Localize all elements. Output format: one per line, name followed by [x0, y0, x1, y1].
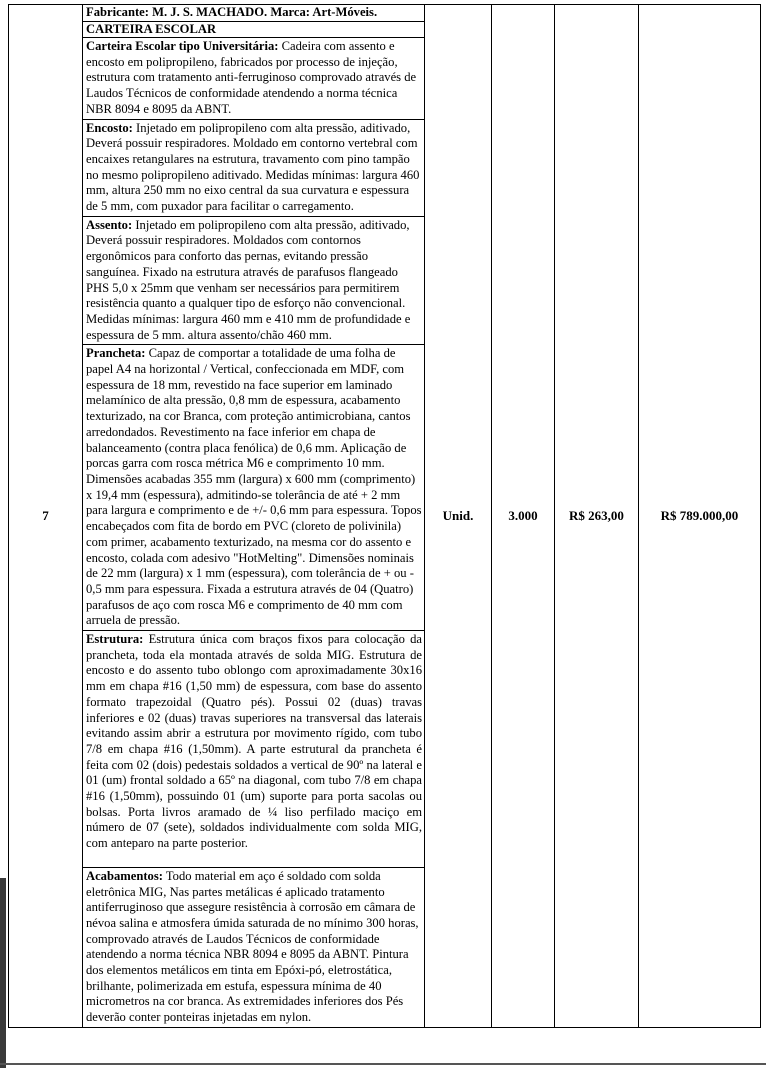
section-text: Injetado em polipropileno com alta pressão, aditivado, Deverá possuir respiradores. Moldados com contornos ergonômicos para conforto das pernas, evitando pressão sanguínea. Fixado na estrutura através de parafusos flangeado PHS 5,0 x 25mm que venham ser necessários para permitirem resistência quanto a qualquer tipo de esforço não convencional. Medidas mínimas: largura 460 mm e 410 mm de profundidade e espessura de 5 mm. altura assento/chão 460 mm.: [86, 217, 411, 342]
section-prancheta: [83, 345, 424, 631]
section-assento: [83, 217, 424, 346]
total-price-cell: R$ 789.000,00: [639, 5, 761, 1028]
section-acabamentos: [83, 868, 424, 1027]
section-text: Todo material em aço é soldado com solda eletrônica MIG, Nas partes metálicas é aplicado tratamento antiferruginoso que assegure resistência à corrosão em câmara de névoa salina e atmosfera úmida saturada de no mínimo 300 horas, comprovado através de Laudos Técnicos de conformidade atendendo a norma técnica NBR 8094 e 8095 da ABNT. Pintura dos elementos metálicos em tinta em Epóxi-pó, eletrostática, brilhante, polimerizada em estufa, espessura mínima de 40 micrometros na cor branca. As extremidades inferiores dos Pés deverão conter ponteiras injetadas em nylon.: [86, 868, 419, 1025]
section-text: Capaz de comportar a totalidade de uma folha de papel A4 na horizontal / Vertical, confeccionada em MDF, com espessura de 18 mm, revestido na face superior em laminado melamínico de alta pressão, 0,8 mm de espessura, acabamento texturizado, na cor Branca, com proteção antimicrobiana, cantos arredondados. Revestimento na face inferior em chapa de balanceamento (contra placa fenólica) de 0,6 mm. Aplicação de porcas garra com rosca métrica M6 e comprimento 10 mm. Dimensões acabadas 355 mm (largura) x 600 mm (comprimento) x 19,4 mm (espessura), admitindo-se tolerância de até + 2 mm para largura e comprimento e de +/- 0,6 mm para espessura. Topos encabeçados com fita de bordo em PVC (cloreto de polivinila) com primer, acabamento texturizado, na mesma cor do assento e encosto, colada com adesivo "HotMelting". Dimensões nominais de 22 mm (largura) x 1 mm (espessura), com tolerância de + ou - 0,5 mm para espessura. Fixada a estrutura através de 04 (Quatro) parafusos de aço com rosca M6 e comprimento de 40 mm com arruela de pressão.: [86, 346, 422, 628]
description-cell: [83, 5, 425, 1028]
section-title: Assento:: [86, 217, 133, 232]
specification-table: [8, 4, 761, 1028]
section-title: Encosto:: [86, 120, 133, 135]
left-edge-mark: [0, 878, 6, 1068]
section-title: Acabamentos:: [86, 868, 163, 883]
manufacturer-line: Fabricante: M. J. S. MACHADO. Marca: Art-Móveis.: [83, 5, 424, 22]
page-bottom-divider: [0, 1063, 766, 1065]
table-row: [9, 5, 761, 1028]
section-title: Prancheta:: [86, 346, 146, 361]
section-text: Injetado em polipropileno com alta pressão, aditivado, Deverá possuir respiradores. Moldado em contorno vertebral com encaixes retangulares na estrutura, travamento com pino tampão no mesmo polipropileno aditivado. Medidas mínimas: largura 460 mm, altura 250 mm no eixo central da sua curvatura e espessura de 5 mm, com puxador para facilitar o carregamento.: [86, 120, 420, 214]
unit-cell: Unid.: [425, 5, 492, 1028]
section-estrutura: [83, 631, 424, 868]
section-encosto: [83, 120, 424, 217]
product-title: CARTEIRA ESCOLAR: [83, 22, 424, 39]
section-text: Estrutura única com braços fixos para colocação da prancheta, toda ela montada através de solda MIG. Estrutura de encosto e do assento tubo oblongo com aproximadamente 30x16 mm em chapa #16 (1,50 mm) de espessura, com base do assento formato trapezoidal (Quatro pés). Possui 02 (duas) travas inferiores e 02 (duas) travas superiores na transversal das laterais evitando assim abrir a estrutura por movimento rígido, com tubo 7/8 em chapa #16 (1,50mm). A parte estrutural da prancheta é feita com 02 (dois) pedestais soldados a vertical de 90º na lateral e 01 (um) frontal soldado a 65º na diagonal, com tubo 7/8 em chapa #16 (1,50mm), possuindo 01 (um) suporte para porta sacolas ou bolsas. Porta livros aramado de ¼ liso perfilado maciço em número de 07 (sete), soldados individualmente com solda MIG, com anteparo na parte posterior.: [86, 632, 422, 851]
item-number-cell: 7: [9, 5, 83, 1028]
unit-price-cell: R$ 263,00: [555, 5, 639, 1028]
section-title: Carteira Escolar tipo Universitária:: [86, 39, 279, 53]
section-title: Estrutura:: [86, 632, 144, 647]
section-carteira: [83, 38, 424, 120]
section-text: Cadeira com assento e encosto em polipropileno, fabricados por processo de injeção, estrutura com tratamento anti-ferruginoso comprovado através de Laudos Técnicos de conformidade atendendo a norma técnica NBR 8094 e 8095 da ABNT.: [86, 39, 417, 116]
quantity-cell: 3.000: [492, 5, 555, 1028]
